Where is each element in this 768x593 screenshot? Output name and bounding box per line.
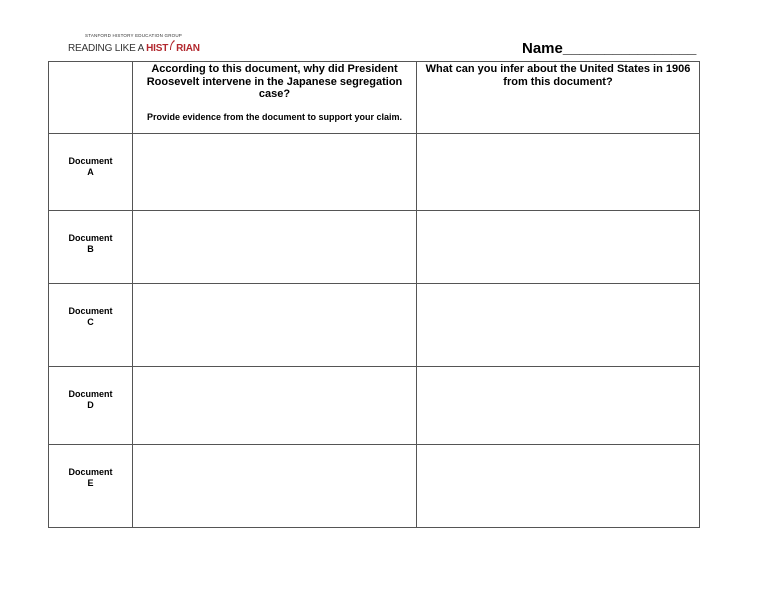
logo-main-red-1: HIST	[146, 43, 169, 54]
answer-cell-infer[interactable]	[417, 284, 700, 367]
row-label-document: Document	[68, 233, 113, 243]
table-row	[49, 211, 700, 284]
logo-main-line	[68, 40, 200, 54]
header-cell-roosevelt-question	[133, 62, 417, 134]
answer-cell-infer[interactable]	[417, 134, 700, 211]
table-header-row	[49, 62, 700, 134]
infer-question-text: What can you infer about the United States in 1906 from this document?	[425, 63, 691, 88]
document-analysis-table	[48, 61, 700, 528]
row-label-cell	[49, 211, 133, 284]
row-label-letter: B	[87, 244, 94, 254]
table-row	[49, 284, 700, 367]
answer-cell-roosevelt[interactable]	[133, 367, 417, 445]
table-row	[49, 445, 700, 528]
evidence-instruction-text: Provide evidence from the document to support your claim.	[146, 111, 403, 122]
logo-main-left: READING LIKE A	[68, 43, 147, 54]
row-label-letter: C	[87, 317, 94, 327]
row-label-document: Document	[68, 467, 113, 477]
header-cell-infer-question	[417, 62, 700, 134]
logo-quill-icon	[168, 40, 176, 54]
row-label-letter: A	[87, 167, 94, 177]
reading-like-a-historian-logo	[68, 33, 198, 55]
row-label-letter: D	[87, 400, 94, 410]
answer-cell-roosevelt[interactable]	[133, 134, 417, 211]
row-label-document: Document	[68, 389, 113, 399]
answer-cell-roosevelt[interactable]	[133, 284, 417, 367]
row-label-cell	[49, 134, 133, 211]
table-row	[49, 367, 700, 445]
answer-cell-roosevelt[interactable]	[133, 211, 417, 284]
name-field-label: Name________________	[522, 40, 697, 57]
answer-cell-infer[interactable]	[417, 367, 700, 445]
answer-cell-infer[interactable]	[417, 445, 700, 528]
answer-cell-roosevelt[interactable]	[133, 445, 417, 528]
row-label-cell	[49, 445, 133, 528]
row-label-cell	[49, 284, 133, 367]
row-label-letter: E	[87, 478, 94, 488]
header-cell-empty	[49, 62, 133, 134]
logo-main-red-2: RIAN	[176, 43, 200, 54]
row-label-document: Document	[68, 156, 113, 166]
row-label-document: Document	[68, 306, 113, 316]
row-label-cell	[49, 367, 133, 445]
logo-top-line: STANFORD HISTORY EDUCATION GROUP	[85, 33, 182, 38]
answer-cell-infer[interactable]	[417, 211, 700, 284]
roosevelt-question-text: According to this document, why did President Roosevelt intervene in the Japanese segregation case?	[146, 63, 403, 100]
table-row	[49, 134, 700, 211]
